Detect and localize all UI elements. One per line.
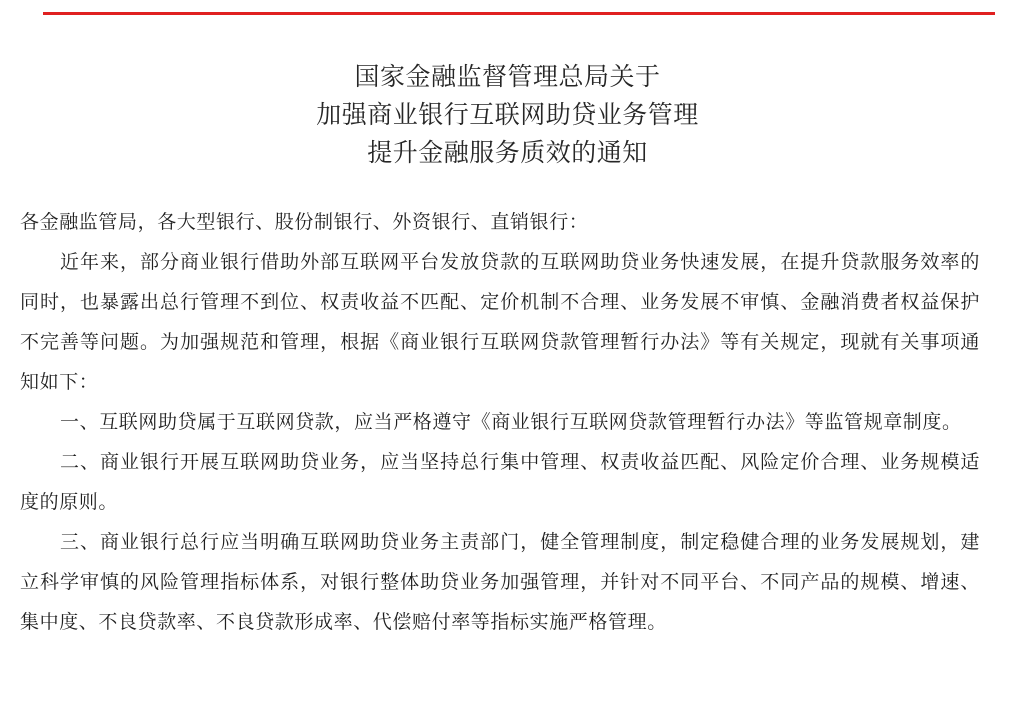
- paragraph-item-1: 一、互联网助贷属于互联网贷款，应当严格遵守《商业银行互联网贷款管理暂行办法》等监管规章制度。: [60, 411, 962, 433]
- document-title: [0, 58, 1015, 172]
- title-line-3: 提升金融服务质效的通知: [367, 138, 648, 167]
- paragraph-item-2: 二、商业银行开展互联网助贷业务，应当坚持总行集中管理、权责收益匹配、风险定价合理、业务规模适度的原则。: [20, 451, 980, 513]
- title-line-2: 加强商业银行互联网助贷业务管理: [316, 100, 699, 129]
- paragraph-intro: 近年来，部分商业银行借助外部互联网平台发放贷款的互联网助贷业务快速发展，在提升贷款服务效率的同时，也暴露出总行管理不到位、权责收益不匹配、定价机制不合理、业务发展不审慎、金融消费者权益保护不完善等问题。为加强规范和管理，根据《商业银行互联网贷款管理暂行办法》等有关规定，现就有关事项通知如下：: [20, 251, 980, 393]
- top-red-rule: [43, 12, 995, 15]
- title-line-1: 国家金融监督管理总局关于: [354, 62, 661, 91]
- document-body: [20, 202, 980, 642]
- paragraph-item-3: 三、商业银行总行应当明确互联网助贷业务主责部门，健全管理制度，制定稳健合理的业务发展规划，建立科学审慎的风险管理指标体系，对银行整体助贷业务加强管理，并针对不同平台、不同产品的规模、增速、集中度、不良贷款率、不良贷款形成率、代偿赔付率等指标实施严格管理。: [20, 531, 980, 633]
- salutation: 各金融监管局，各大型银行、股份制银行、外资银行、直销银行：: [20, 211, 589, 233]
